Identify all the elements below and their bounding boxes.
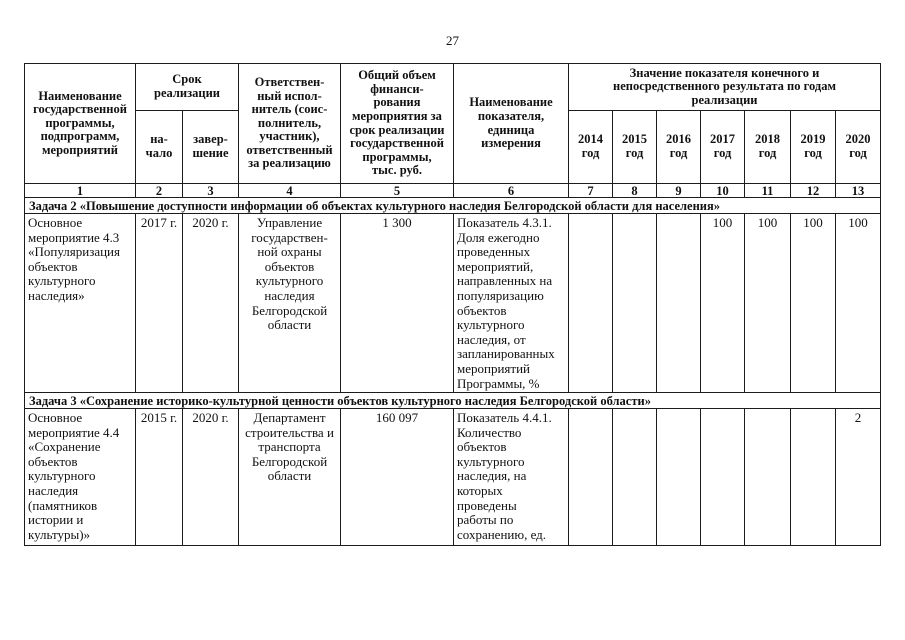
header-indicator: Наименование показателя, единица измерения [454,64,569,184]
funding-amount: 160 097 [341,409,454,546]
header-year-2015: 2015 год [613,111,657,184]
task-title: Задача 3 «Сохранение историко-культурной ценности объектов культурного наследия Белгородской области» [25,393,881,409]
column-number-row [25,184,881,198]
table-header [25,64,881,198]
column-number: 2 [136,184,183,198]
column-number: 12 [791,184,836,198]
period-end: 2020 г. [183,409,239,546]
value-2015 [613,214,657,393]
period-end: 2020 г. [183,214,239,393]
header-year-2014: 2014 год [569,111,613,184]
executor: Управление государствен- ной охраны объектов культурного наследия Белгородской области [239,214,341,393]
table-row [25,409,881,546]
activity-name: Основное мероприятие 4.3 «Популяризация объектов культурного наследия» [25,214,136,393]
header-row-top [25,64,881,111]
header-program-name: Наименование государственной программы, подпрограмм, мероприятий [25,64,136,184]
value-2020: 2 [836,409,881,546]
value-2019: 100 [791,214,836,393]
column-number: 6 [454,184,569,198]
column-number: 3 [183,184,239,198]
column-number: 7 [569,184,613,198]
value-2015 [613,409,657,546]
value-2016 [657,214,701,393]
header-year-2018: 2018 год [745,111,791,184]
value-2016 [657,409,701,546]
indicator-name: Показатель 4.4.1. Количество объектов культурного наследия, на которых проведены работы по сохранению, ед. [454,409,569,546]
value-2019 [791,409,836,546]
value-2018: 100 [745,214,791,393]
column-number: 9 [657,184,701,198]
header-period-end: завер- шение [183,111,239,184]
column-number: 4 [239,184,341,198]
column-number: 1 [25,184,136,198]
funding-amount: 1 300 [341,214,454,393]
task-row-2 [25,198,881,214]
value-2014 [569,214,613,393]
program-table [24,63,881,546]
header-funding: Общий объем финанси- рования мероприятия за срок реализации государственной программы, тыс. руб. [341,64,454,184]
value-2018 [745,409,791,546]
value-2020: 100 [836,214,881,393]
task-row-3 [25,393,881,409]
header-executor: Ответствен- ный испол- нитель (соис- полнитель, участник), ответственный за реализацию [239,64,341,184]
header-period-start: на- чало [136,111,183,184]
activity-name: Основное мероприятие 4.4 «Сохранение объектов культурного наследия (памятников истории и культуры)» [25,409,136,546]
column-number: 8 [613,184,657,198]
column-number: 10 [701,184,745,198]
indicator-name: Показатель 4.3.1. Доля ежегодно проведенных мероприятий, направленных на популяризацию объектов культурного наследия, от запланированных мероприятий Программы, % [454,214,569,393]
header-values-group: Значение показателя конечного и непосредственного результата по годам реализации [569,64,881,111]
table-body [25,198,881,546]
table-row [25,214,881,393]
header-period-group: Срок реализации [136,64,239,111]
header-year-2016: 2016 год [657,111,701,184]
task-title: Задача 2 «Повышение доступности информации об объектах культурного наследия Белгородской области для населения» [25,198,881,214]
value-2014 [569,409,613,546]
header-year-2019: 2019 год [791,111,836,184]
column-number: 11 [745,184,791,198]
value-2017 [701,409,745,546]
column-number: 5 [341,184,454,198]
executor: Департамент строительства и транспорта Белгородской области [239,409,341,546]
period-start: 2015 г. [136,409,183,546]
column-number: 13 [836,184,881,198]
header-year-2020: 2020 год [836,111,881,184]
page-number: 27 [446,33,459,48]
value-2017: 100 [701,214,745,393]
period-start: 2017 г. [136,214,183,393]
header-year-2017: 2017 год [701,111,745,184]
